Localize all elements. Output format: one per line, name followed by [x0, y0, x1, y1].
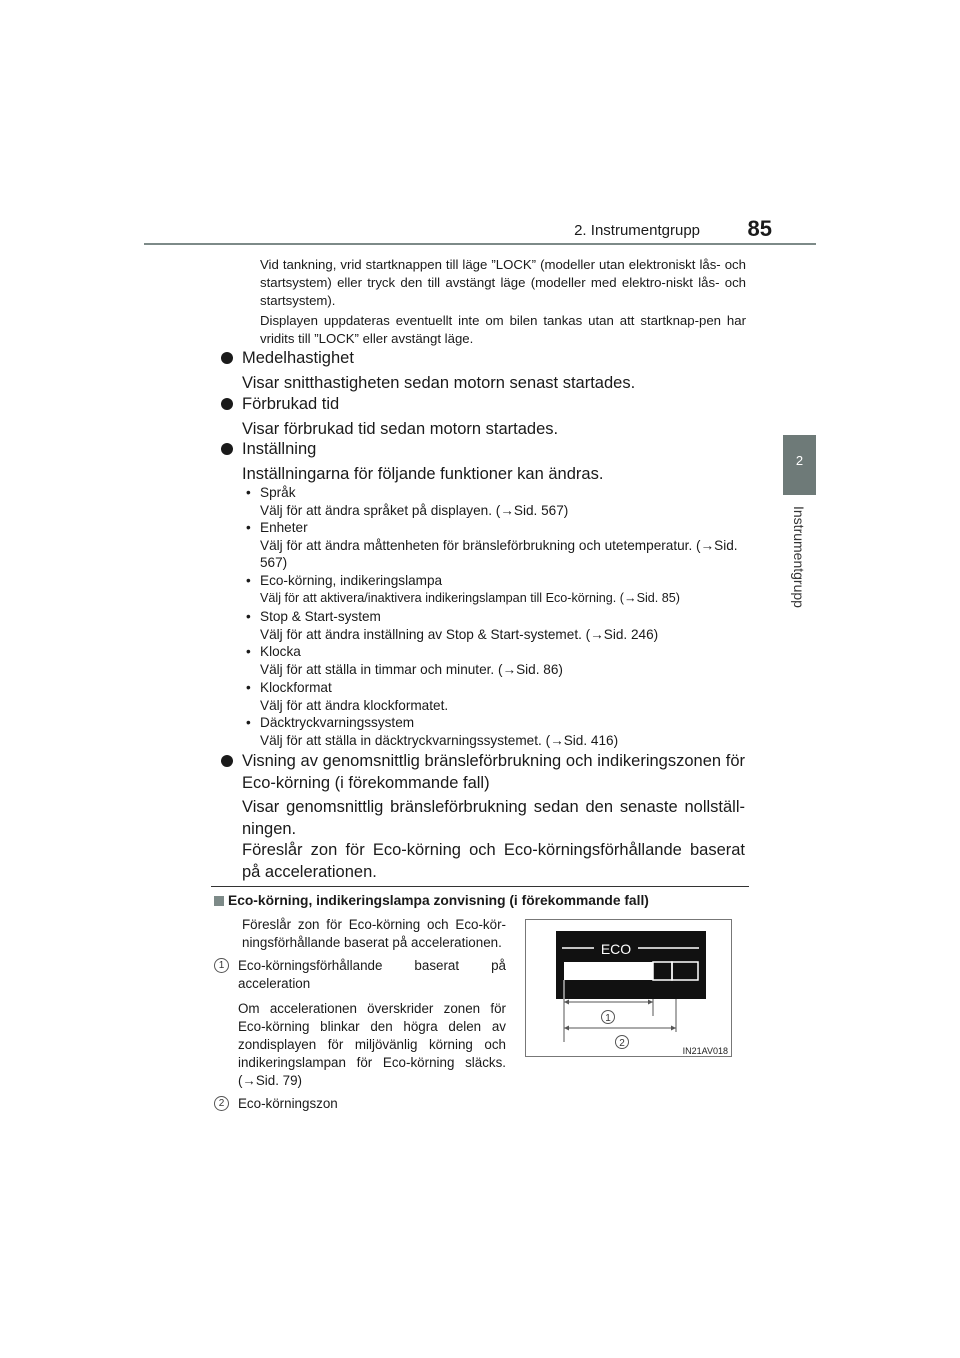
bullet-dot — [221, 443, 233, 455]
settings-list-item: • Däcktryckvarningssystem Välj för att ställa in däcktryckvarningssystemet. (→Sid. 416) — [246, 714, 746, 749]
setting-name: Klocka — [260, 644, 301, 659]
item-2-label: Eco-körningszon — [238, 1096, 338, 1111]
bullet-title-elapsed-time: Förbrukad tid — [242, 395, 340, 413]
section-intro: Föreslår zon för Eco-körning och Eco-kör-ningsförhållande baserat på accelerationen. — [242, 917, 506, 950]
note-display-update: Displayen uppdateras eventuellt inte om bilen tankas utan att startknap-pen har vridits till ”LOCK” eller avstängt läge. — [260, 313, 746, 346]
settings-list-item: • Klockformat Välj för att ändra klockformatet. — [246, 679, 746, 714]
display-eco-text: ECO — [600, 941, 632, 957]
chapter-tab-number: 2 — [795, 453, 804, 468]
svg-text:2: 2 — [619, 1038, 625, 1049]
setting-name: Eco-körning, indikeringslampa — [260, 573, 443, 588]
setting-name: Däcktryckvarningssystem — [260, 715, 415, 730]
setting-desc: Välj för att ändra inställning av Stop & Start-systemet. (→Sid. 246) — [260, 626, 659, 642]
zone-bar-filled — [564, 962, 653, 980]
note-refueling: Vid tankning, vrid startknappen till läge ”LOCK” (modeller utan elektroniskt lås- och startsystem) eller tryck den till avstängt läge (modeller med elektro-niskt lås- och startsystem). — [260, 257, 746, 308]
figure-code: IN21AV018 — [682, 1046, 728, 1056]
bullet-text-average-speed: Visar snitthastigheten sedan motorn senast startades. — [242, 374, 636, 392]
bullet-dot — [221, 755, 233, 767]
bullet-text-elapsed-time: Visar förbrukad tid sedan motorn startades. — [242, 420, 559, 438]
bullet-title-average-speed: Medelhastighet — [242, 349, 354, 367]
callout-1-icon: 1 — [214, 958, 229, 973]
item-1-text: Om accelerationen överskrider zonen för Eco-körning blinkar den högra delen av zondisplayen för miljövänlig körning och indikeringslampan för Eco-körning släcks. (→Sid. 79) — [238, 1001, 506, 1088]
settings-list-item: • Stop & Start-system Välj för att ändra inställning av Stop & Start-systemet. (→Sid. 246) — [246, 608, 746, 643]
setting-desc: Välj för att ändra måttenheten för bränsleförbrukning och utetemperatur. (→Sid. 567) — [260, 537, 738, 571]
settings-list-item: • Språk Välj för att ändra språket på displayen. (→Sid. 567) — [246, 484, 746, 519]
chapter-tab-label: Instrumentgrupp — [791, 506, 807, 608]
bullet-text-eco-average: Visar genomsnittlig bränsleförbrukning sedan den senaste nollställ-ningen. — [242, 798, 745, 838]
running-header-section: 2. Instrumentgrupp — [574, 222, 700, 239]
settings-list-item: • Enheter Välj för att ändra måttenheten för bränsleförbrukning och utetemperatur. (→Sid. 567) — [246, 519, 746, 572]
setting-name: Klockformat — [260, 680, 332, 695]
bullet-dot — [221, 398, 233, 410]
bullet-text-eco-suggest: Föreslår zon för Eco-körning och Eco-körningsförhållande baserat på accelerationen. — [242, 841, 745, 881]
setting-desc: Välj för att aktivera/inaktivera indikeringslampan till Eco-körning. (→Sid. 85) — [260, 590, 680, 605]
setting-name: Enheter — [260, 520, 308, 535]
header-rule — [144, 243, 816, 245]
setting-desc: Välj för att ändra klockformatet. — [260, 697, 449, 713]
eco-zone-illustration — [526, 920, 731, 1056]
bullet-text-settings: Inställningarna för följande funktioner kan ändras. — [242, 465, 604, 483]
callout-2-icon: 2 — [214, 1096, 229, 1111]
section-heading: Eco-körning, indikeringslampa zonvisning (i förekommande fall) — [228, 893, 649, 908]
section-rule — [211, 886, 749, 887]
item-1-label: Eco-körningsförhållande baserat på acceleration — [238, 958, 506, 991]
setting-desc: Välj för att ändra språket på displayen. (→Sid. 567) — [260, 502, 569, 518]
page-number: 85 — [747, 216, 772, 241]
setting-name: Stop & Start-system — [260, 609, 381, 624]
eco-zone-figure — [525, 919, 732, 1057]
settings-list-item: • Klocka Välj för att ställa in timmar och minuter. (→Sid. 86) — [246, 643, 746, 678]
setting-name: Språk — [260, 485, 296, 500]
bullet-title-settings: Inställning — [242, 440, 317, 458]
setting-desc: Välj för att ställa in däcktryckvarningssystemet. (→Sid. 416) — [260, 732, 619, 748]
bullet-title-eco-zone: Visning av genomsnittlig bränsleförbrukning och indikeringszonen för Eco-körning (i förekommande fall) — [242, 752, 745, 792]
svg-text:1: 1 — [605, 1013, 611, 1024]
setting-desc: Välj för att ställa in timmar och minuter. (→Sid. 86) — [260, 661, 563, 677]
settings-list-item: • Eco-körning, indikeringslampa Välj för att aktivera/inaktivera indikeringslampan till Eco-körning. (→Sid. 85) — [246, 572, 750, 607]
bullet-dot — [221, 352, 233, 364]
